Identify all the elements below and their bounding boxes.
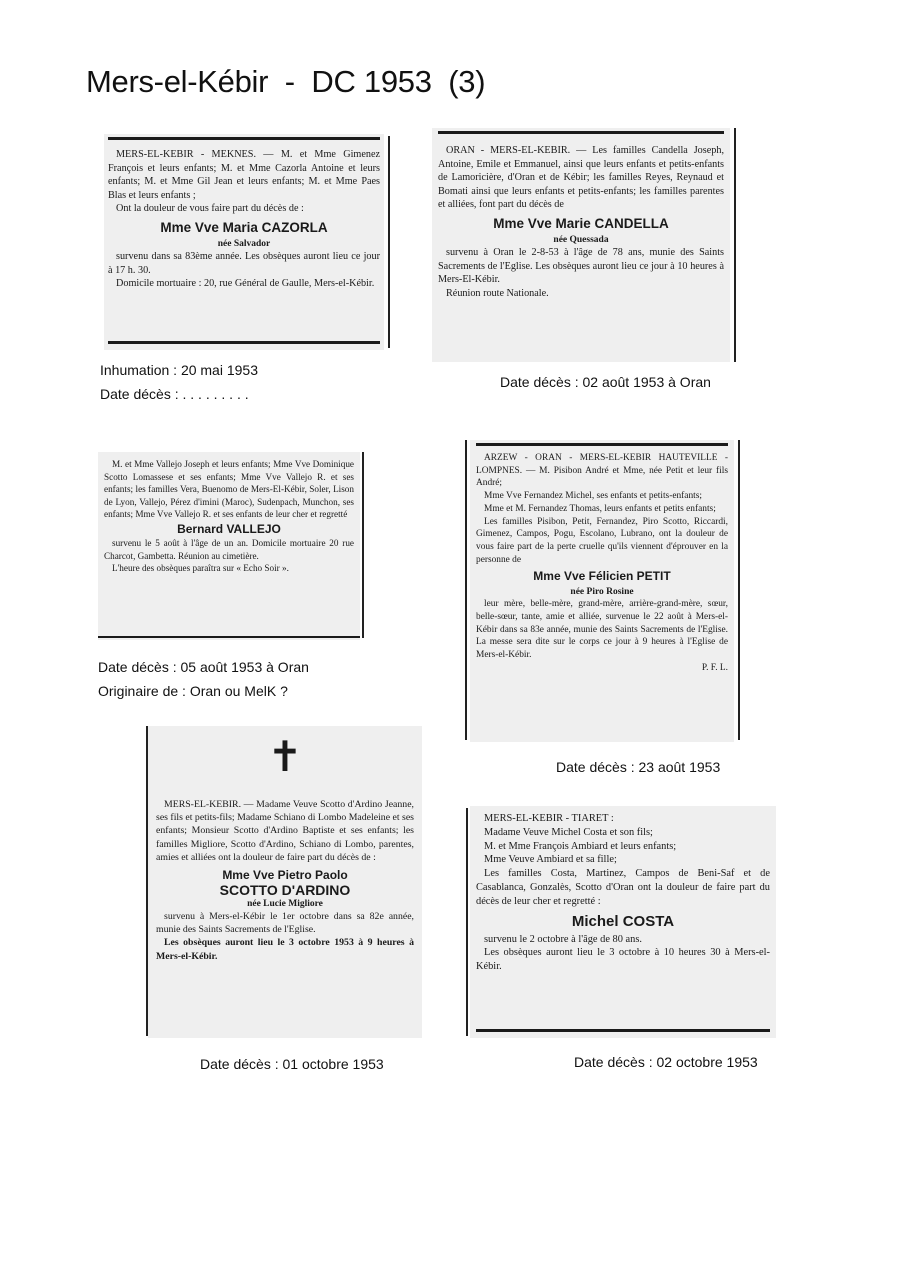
caption-candella-deces: Date décès : 02 août 1953 à Oran xyxy=(500,374,711,390)
caption-vallejo-deces: Date décès : 05 août 1953 à Oran xyxy=(98,659,309,675)
obituary-costa xyxy=(470,806,776,1038)
notice-text: MERS-EL-KEBIR. — Madame Veuve Scotto d'Ardino Jeanne, ses fils et petits-fils; Madame Schiano di Lombo Madeleine et ses enfants; Monsieur Scotto d'Ardino Baptiste et ses enfants; les familles Migliore, Scotto d'Ardino, Schiano di Lombo, parentes, amies et alliées ont la douleur de faire part du décès de : xyxy=(156,799,414,863)
notice-text: survenu dans sa 83ème année. Les obsèques auront lieu ce jour à 17 h. 30. xyxy=(108,250,380,276)
notice-text: Les obsèques auront lieu le 3 octobre à 10 heures 30 à Mers-el-Kébir. xyxy=(476,947,770,973)
funeral-home-initials: P. F. L. xyxy=(701,662,728,673)
column-rule xyxy=(388,136,390,348)
notice-text: Mme et M. Fernandez Thomas, leurs enfants et petits enfants; xyxy=(484,503,716,514)
column-rule xyxy=(734,128,736,362)
obituary-candella xyxy=(432,128,730,362)
obituary-cazorla xyxy=(104,134,384,350)
caption-cazorla-inhumation: Inhumation : 20 mai 1953 xyxy=(100,362,258,378)
notice-text: survenu à Mers-el-Kébir le 1er octobre dans sa 82e année, munie des Saints Sacrements de l'Eglise. xyxy=(156,911,414,936)
notice-text: Ont la douleur de vous faire part du décès de : xyxy=(116,203,304,215)
deceased-name: Mme Vve Félicien PETIT xyxy=(533,569,671,584)
notice-text: MERS-EL-KEBIR - MEKNES. — M. et Mme Gimenez François et leurs enfants; M. et Mme Cazorla Antoine et leurs enfants; M. et Mme Gil Jean et leurs enfants; M. et Mme Paes Blas et leurs enfants ; xyxy=(108,149,380,201)
column-rule xyxy=(146,726,148,1036)
column-rule xyxy=(465,440,467,740)
deceased-name: Mme Vve Marie CANDELLA xyxy=(493,215,669,231)
notice-text: Les obsèques auront lieu le 3 octobre 1953 à 9 heures à Mers-el-Kébir. xyxy=(156,937,414,962)
obituary-petit xyxy=(470,440,734,742)
notice-text: survenu le 5 août à l'âge de un an. Domicile mortuaire 20 rue Charcot, Gambetta. Réunion au cimetière. xyxy=(104,537,354,561)
notice-text: survenu à Oran le 2-8-53 à l'âge de 78 ans, munie des Saints Sacrements de l'Eglise. Les obsèques auront lieu ce jour à 10 heures à Mers-El-Kébir. xyxy=(438,246,724,286)
notice-text: L'heure des obsèques paraîtra sur « Echo Soir ». xyxy=(112,563,289,574)
notice-text: Réunion route Nationale. xyxy=(446,287,549,299)
cross-icon: ✝ xyxy=(267,732,303,781)
deceased-name: Bernard VALLEJO xyxy=(177,521,281,536)
maiden-name: née Piro Rosine xyxy=(570,587,634,598)
notice-text: Les familles Pisibon, Petit, Fernandez, Piro Scotto, Riccardi, Gimenez, Campos, Pogu, Escolano, Lubrano, ont la douleur de vous faire part de la perte cruelle qu'ils viennent d'éprouver en la personne de xyxy=(476,516,728,565)
notice-text: Mme Veuve Ambiard et sa fille; xyxy=(484,854,617,866)
notice-text: leur mère, belle-mère, grand-mère, arrière-grand-mère, sœur, belle-sœur, tante, amie et alliée, survenue le 22 août à Mers-el-Kébir dans sa 83e année, munie des Saints Sacrements de l'Eglise. La messe sera dite sur le corps ce jour à 9 heures à l'Eglise de Mers-el-Kébir. xyxy=(476,599,728,661)
bottom-rule xyxy=(108,341,380,344)
obituary-scotto xyxy=(148,726,422,1038)
notice-text: ARZEW - ORAN - MERS-EL-KEBIR HAUTEVILLE - LOMPNES. — M. Pisibon André et Mme, née Petit et leur fils André; xyxy=(476,453,728,489)
caption-costa-deces: Date décès : 02 octobre 1953 xyxy=(574,1054,758,1070)
bottom-rule xyxy=(98,636,360,638)
column-rule xyxy=(466,808,468,1036)
notice-text: Mme Vve Fernandez Michel, ses enfants et petits-enfants; xyxy=(484,491,702,502)
column-rule xyxy=(362,452,364,638)
caption-cazorla-deces: Date décès : . . . . . . . . . xyxy=(100,386,249,402)
maiden-name: née Salvador xyxy=(217,238,271,249)
deceased-name: SCOTTO D'ARDINO xyxy=(219,882,351,899)
maiden-name: née Quessada xyxy=(553,234,609,245)
notice-text: Madame Veuve Michel Costa et son fils; xyxy=(484,826,653,838)
column-rule xyxy=(738,440,740,740)
maiden-name: née Lucie Migliore xyxy=(247,899,323,910)
notice-text: M. et Mme François Ambiard et leurs enfants; xyxy=(484,840,677,852)
top-rule xyxy=(438,131,724,134)
caption-scotto-deces: Date décès : 01 octobre 1953 xyxy=(200,1056,384,1072)
deceased-name: Michel COSTA xyxy=(571,912,675,930)
notice-text: Les familles Costa, Martinez, Campos de Beni-Saf et de Casablanca, Gonzalès, Scotto d'Oran ont la douleur de faire part du décès de leur cher et regretté : xyxy=(476,868,770,907)
top-rule xyxy=(108,137,380,140)
notice-text: survenu le 2 octobre à l'âge de 80 ans. xyxy=(484,933,642,945)
bottom-rule xyxy=(476,1029,770,1032)
deceased-name-line1: Mme Vve Pietro Paolo xyxy=(222,868,348,883)
notice-text: M. et Mme Vallejo Joseph et leurs enfants; Mme Vve Dominique Scotto Lomassese et ses enfants; Mme Vve Vallejo R. et ses enfants; les familles Vera, Buenomo de Mers-El-Kébir, Soler, Lison de Lyon, Vallejo, Pérez d'imini (Maroc), Sudenpach, Munchon, ses enfants; Mme Vve Vallejo R. et ses enfants de leur cher et regretté xyxy=(104,459,354,520)
notice-text: Domicile mortuaire : 20, rue Général de Gaulle, Mers-el-Kébir. xyxy=(116,278,375,290)
notice-text: ORAN - MERS-EL-KEBIR. — Les familles Candella Joseph, Antoine, Emile et Emmanuel, ainsi que leurs enfants et petits-enfants de Lamoricière, d'Oran et de Kébir; les familles Reyes, Reynaud et Bomati ainsi que leurs enfants et petits-enfants; les familles parentes et alliées, font part du décès de xyxy=(438,145,724,211)
top-rule xyxy=(476,443,728,446)
notice-text: MERS-EL-KEBIR - TIARET : xyxy=(484,813,614,824)
page-title: Mers-el-Kébir - DC 1953 (3) xyxy=(86,64,486,99)
caption-vallejo-origine: Originaire de : Oran ou MelK ? xyxy=(98,683,288,699)
obituary-vallejo xyxy=(98,452,360,640)
caption-petit-deces: Date décès : 23 août 1953 xyxy=(556,759,721,775)
deceased-name: Mme Vve Maria CAZORLA xyxy=(160,219,328,235)
